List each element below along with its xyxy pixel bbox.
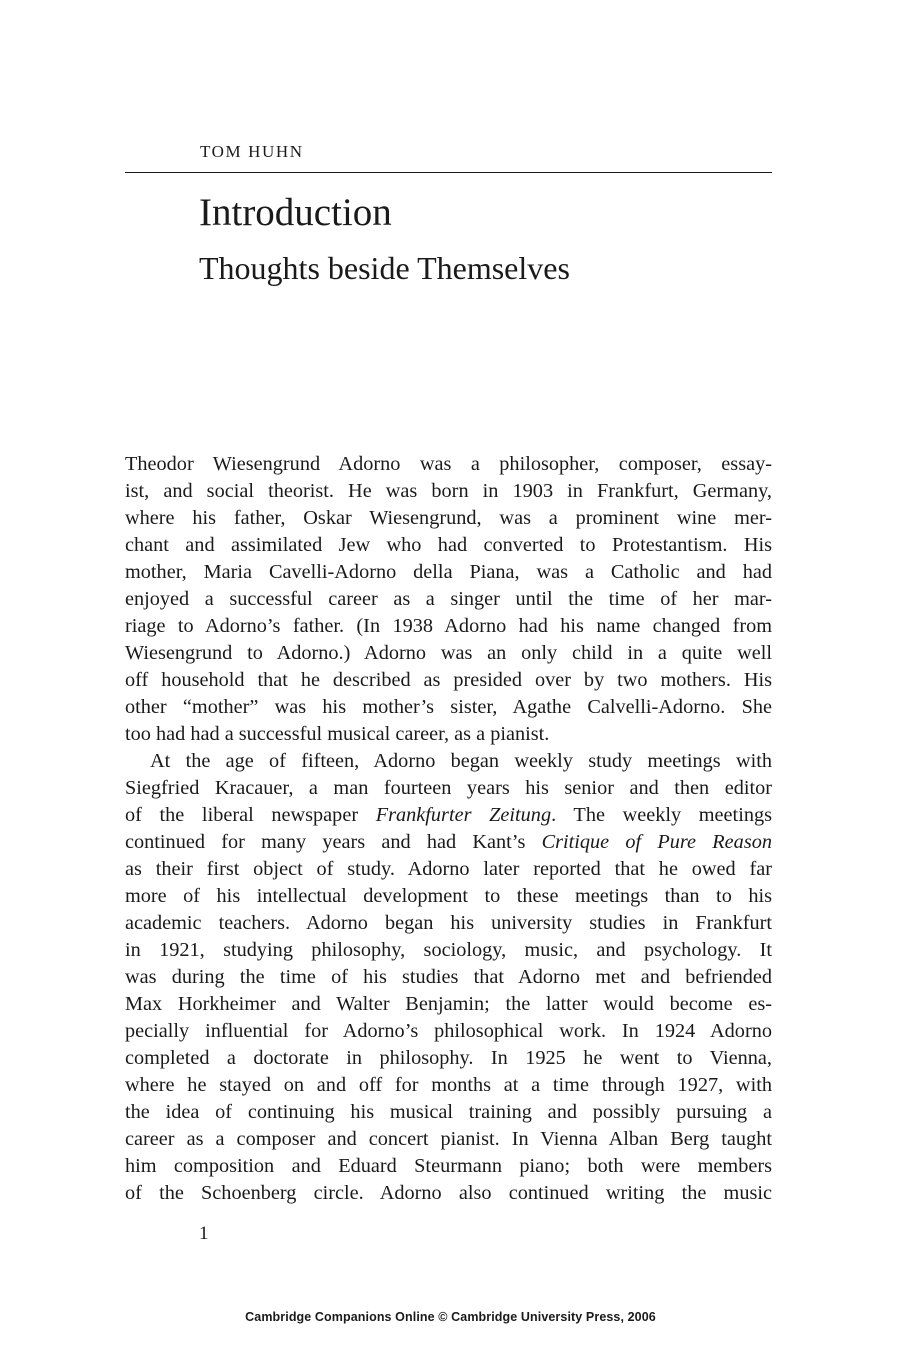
- text-line: too had had a successful musical career, as a pianist.: [125, 723, 550, 745]
- text-line: academic teachers. Adorno began his university studies in Frankfurt: [125, 912, 772, 934]
- text-line: as their first object of study. Adorno later reported that he owed far: [125, 858, 772, 880]
- text-line: [125, 802, 772, 829]
- text-line: mother, Maria Cavelli-Adorno della Piana, was a Catholic and had: [125, 561, 772, 583]
- text-line: Theodor Wiesengrund Adorno was a philosopher, composer, essay-: [125, 453, 772, 475]
- text-line: more of his intellectual development to these meetings than to his: [125, 885, 772, 907]
- running-head-author: TOM HUHN: [200, 142, 304, 161]
- text-line: was during the time of his studies that Adorno met and befriended: [125, 966, 772, 988]
- text-line: chant and assimilated Jew who had converted to Protestantism. His: [125, 534, 772, 556]
- text-line: Wiesengrund to Adorno.) Adorno was an only child in a quite well: [125, 642, 772, 664]
- text-line: in 1921, studying philosophy, sociology, music, and psychology. It: [125, 939, 772, 961]
- text-line: riage to Adorno’s father. (In 1938 Adorno had his name changed from: [125, 615, 772, 637]
- text-line: of the Schoenberg circle. Adorno also continued writing the music: [125, 1182, 772, 1204]
- text-line: him composition and Eduard Steurmann piano; both were members: [125, 1155, 772, 1177]
- text-line: the idea of continuing his musical training and possibly pursuing a: [125, 1101, 772, 1123]
- text-line: career as a composer and concert pianist. In Vienna Alban Berg taught: [125, 1128, 772, 1150]
- text-line: [125, 829, 772, 856]
- text-run: continued for many years and had Kant’s: [125, 831, 542, 853]
- text-run: of the liberal newspaper: [125, 804, 376, 826]
- text-run: . The weekly meetings: [551, 804, 772, 826]
- chapter-title: Introduction: [199, 191, 392, 234]
- text-line: off household that he described as presided over by two mothers. His: [125, 669, 772, 691]
- text-line: completed a doctorate in philosophy. In 1925 he went to Vienna,: [125, 1047, 772, 1069]
- header-rule: [125, 172, 772, 173]
- text-line: ist, and social theorist. He was born in 1903 in Frankfurt, Germany,: [125, 480, 772, 502]
- text-line: enjoyed a successful career as a singer until the time of her mar-: [125, 588, 772, 610]
- text-line: where he stayed on and off for months at a time through 1927, with: [125, 1074, 772, 1096]
- copyright-footer: Cambridge Companions Online © Cambridge University Press, 2006: [245, 1310, 656, 1324]
- body-text: [125, 451, 772, 1207]
- text-line: At the age of fifteen, Adorno began weekly study meetings with: [150, 750, 772, 772]
- newspaper-title: Frankfurter Zeitung: [375, 804, 552, 826]
- page-number: 1: [199, 1223, 209, 1244]
- text-line: Max Horkheimer and Walter Benjamin; the latter would become es-: [125, 993, 772, 1015]
- book-title: Critique of Pure Reason: [541, 831, 772, 853]
- text-line: Siegfried Kracauer, a man fourteen years his senior and then editor: [125, 777, 772, 799]
- text-line: other “mother” was his mother’s sister, Agathe Calvelli-Adorno. She: [125, 696, 772, 718]
- text-line: pecially influential for Adorno’s philosophical work. In 1924 Adorno: [125, 1020, 772, 1042]
- text-line: where his father, Oskar Wiesengrund, was a prominent wine mer-: [125, 507, 772, 529]
- chapter-subtitle: Thoughts beside Themselves: [199, 250, 570, 286]
